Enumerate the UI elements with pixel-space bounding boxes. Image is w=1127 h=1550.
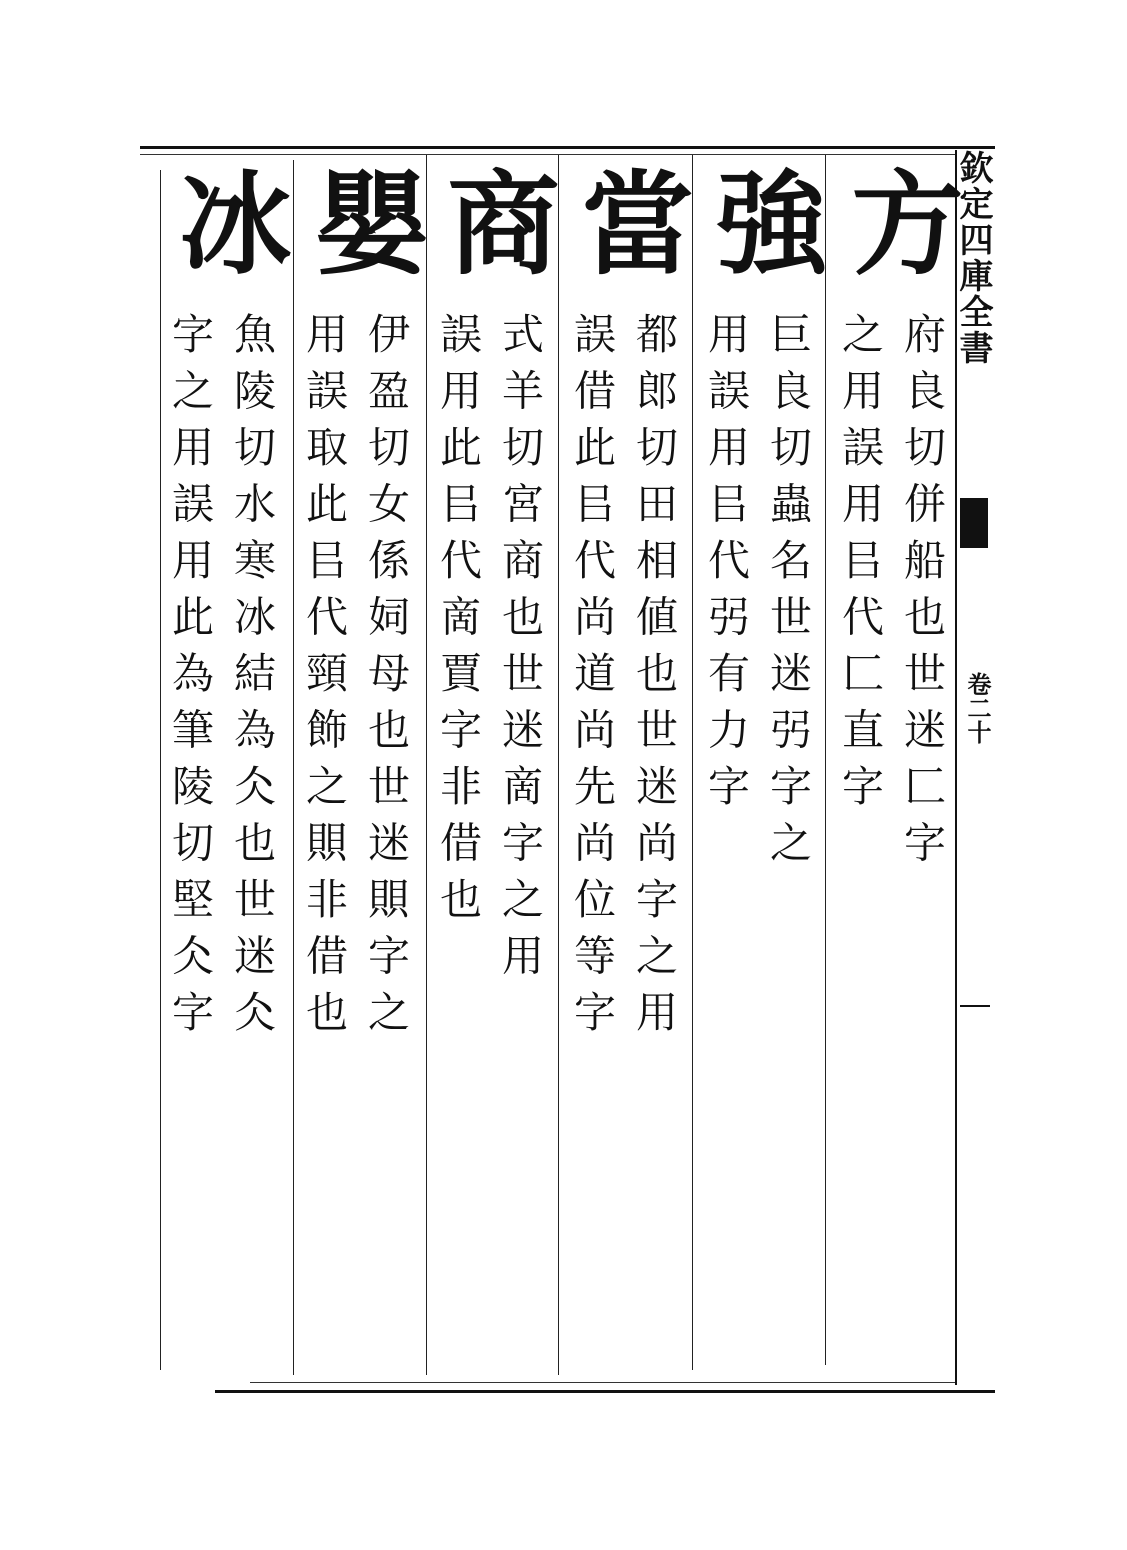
frame-top-inner-border — [140, 154, 955, 155]
entry-note-line2: 用誤用㠯代弜有力字 — [702, 312, 751, 821]
volume-label: 卷二十 — [963, 672, 992, 744]
entry-note-line2: 誤借此㠯代尚道尚先尚位等字 — [568, 312, 617, 1047]
seal-character: 嬰 — [297, 165, 428, 277]
frame-top-border — [140, 146, 995, 149]
column-rule — [293, 160, 294, 1375]
seal-character: 冰 — [161, 165, 292, 277]
seal-character: 強 — [697, 165, 828, 277]
entry-note-line2: 用誤取此㠯代頸飾之賏非借也 — [300, 312, 349, 1047]
entry-note-line1: 巨良切蟲名世迷弜字之 — [764, 312, 813, 877]
frame-bottom-inner-border — [250, 1382, 955, 1383]
entry-note-line1: 伊盈切女係㚸母也世迷賏字之 — [362, 312, 411, 1047]
book-title: 欽定四庫全書 — [953, 150, 993, 366]
seal-character: 商 — [429, 165, 560, 277]
entry-note-line1: 府良切併船也世迷匚字 — [898, 312, 947, 877]
seal-character: 當 — [563, 165, 694, 277]
column-rule — [426, 155, 427, 1375]
entry-note-line1: 式羊切宮商也世迷啇字之用 — [496, 312, 545, 990]
margin-rule — [960, 1005, 990, 1007]
frame-bottom-border — [215, 1390, 995, 1393]
column-rule — [558, 155, 559, 1375]
column-rule — [692, 155, 693, 1370]
entry-note-line2: 之用誤用㠯代匚直字 — [836, 312, 885, 821]
entry-note-line2: 字之用誤用此為筆陵切堅仌字 — [166, 312, 215, 1047]
entry-note-line1: 魚陵切水寒冰結為仌也世迷仌 — [228, 312, 277, 1047]
column-rule — [160, 170, 161, 1370]
entry-note-line2: 誤用此㠯代啇賈字非借也 — [434, 312, 483, 934]
seal-character: 方 — [833, 165, 964, 277]
entry-note-line1: 都郎切田相値也世迷尚字之用 — [630, 312, 679, 1047]
fishtail-mark — [960, 498, 988, 548]
column-rule — [825, 155, 826, 1365]
